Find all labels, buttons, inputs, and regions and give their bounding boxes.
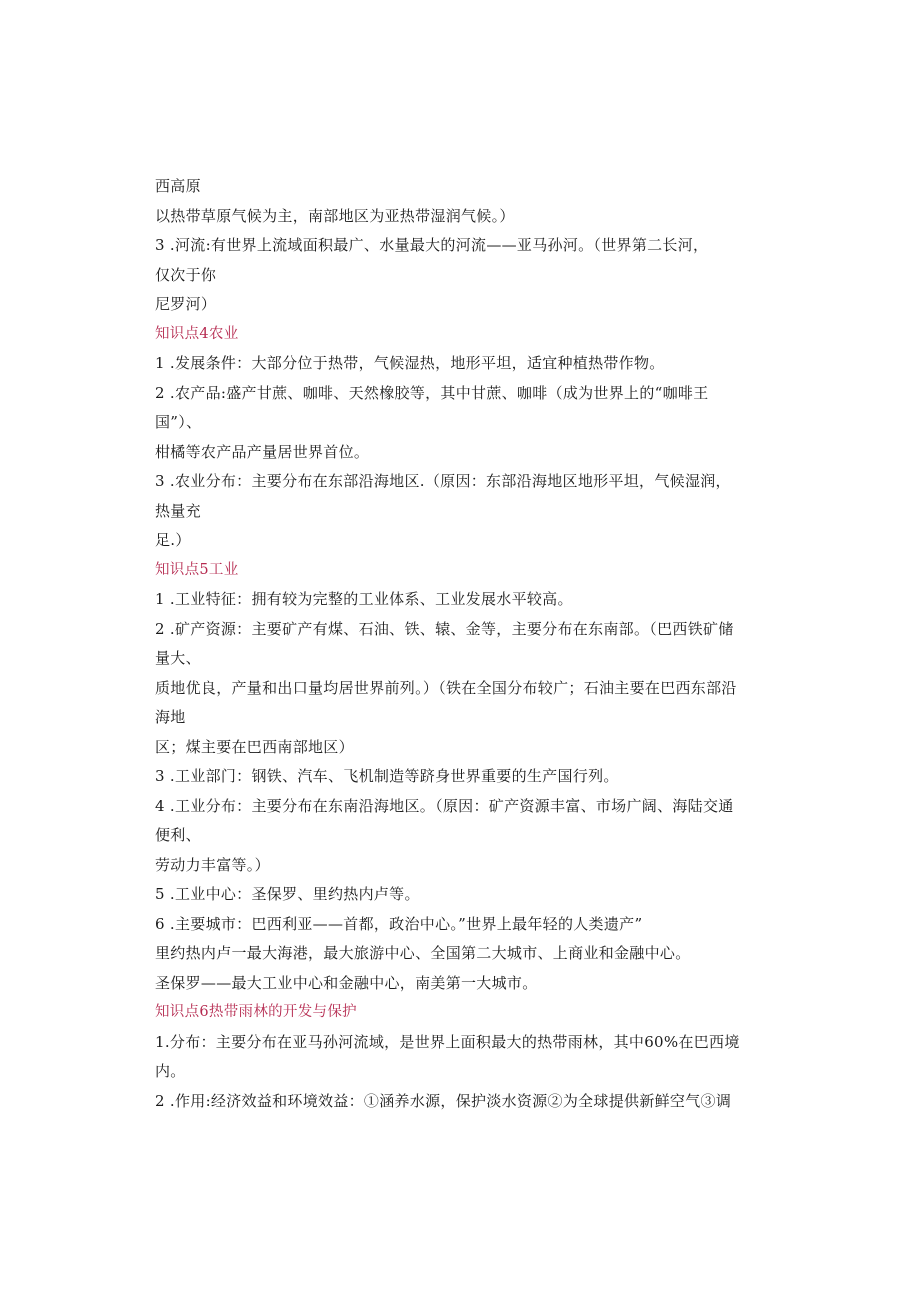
text-line: 热量充 <box>155 501 201 520</box>
text-line: 便利、 <box>155 826 201 844</box>
text-line: 2 .农产品:盛产甘蔗、咖啡、天然橡胶等，其中甘蔗、咖啡（成为世界上的“咖啡王 <box>155 383 709 402</box>
text-line: 海地 <box>155 708 186 726</box>
document-page <box>155 172 765 1116</box>
text-line: 5 .工业中心：圣保罗、里约热内卢等。 <box>155 885 420 903</box>
text-line: 区；煤主要在巴西南部地区） <box>155 737 354 756</box>
text-line: 2 .作用:经济效益和环境效益：①涵养水源，保护淡水资源②为全球提供新鲜空气③调 <box>155 1091 732 1110</box>
text-line: 足.） <box>155 531 191 549</box>
text-line: 1 .工业特征：拥有较为完整的工业体系、工业发展水平较高。 <box>155 590 573 608</box>
text-line: 柑橘等农产品产量居世界首位。 <box>155 442 370 461</box>
text-line: 西高原 <box>155 177 201 195</box>
text-line: 国”）、 <box>155 413 202 431</box>
section-heading-industry: 知识点5工业 <box>155 561 239 578</box>
section-heading-agriculture: 知识点4农业 <box>155 325 239 342</box>
text-line: 4 .工业分布：主要分布在东南沿海地区。（原因：矿产资源丰富、市场广阔、海陆交通 <box>155 796 734 815</box>
text-line: 6 .主要城市：巴西利亚——首都，政治中心。”世界上最年轻的人类遗产” <box>155 914 643 933</box>
text-line: 尼罗河） <box>155 295 217 313</box>
text-line: 3 .河流:有世界上流域面积最广、水量最大的河流——亚马孙河。（世界第二长河， <box>155 236 709 254</box>
text-line: 3 .农业分布：主要分布在东部沿海地区.（原因：东部沿海地区地形平坦，气候湿润， <box>155 472 731 490</box>
text-line: 以热带草原气候为主，南部地区为亚热带湿润气候。） <box>155 206 515 225</box>
text-line: 3 .工业部门：钢铁、汽车、飞机制造等跻身世界重要的生产国行列。 <box>155 767 619 785</box>
text-line: 2 .矿产资源：主要矿产有煤、石油、铁、辕、金等，主要分布在东南部。（巴西铁矿储 <box>155 619 734 638</box>
text-line: 1 .发展条件：大部分位于热带，气候湿热，地形平坦，适宜种植热带作物。 <box>155 354 665 372</box>
text-line: 1.分布：主要分布在亚马孙河流域，是世界上面积最大的热带雨林，其中60%在巴西境 <box>155 1032 740 1051</box>
text-line: 圣保罗——最大工业中心和金融中心，南美第一大城市。 <box>155 973 538 992</box>
text-line: 劳动力丰富等。） <box>155 855 270 874</box>
text-line: 里约热内卢一最大海港，最大旅游中心、全国第二大城市、上商业和金融中心。 <box>155 944 691 962</box>
text-line: 质地优良，产量和出口量均居世界前列。）（铁在全国分布较广；石油主要在巴西东部沿 <box>155 678 737 697</box>
text-line: 仅次于你 <box>155 265 217 284</box>
text-line: 内。 <box>155 1062 186 1080</box>
text-line: 量大、 <box>155 649 201 667</box>
section-heading-rainforest: 知识点6热带雨林的开发与保护 <box>155 1004 357 1020</box>
